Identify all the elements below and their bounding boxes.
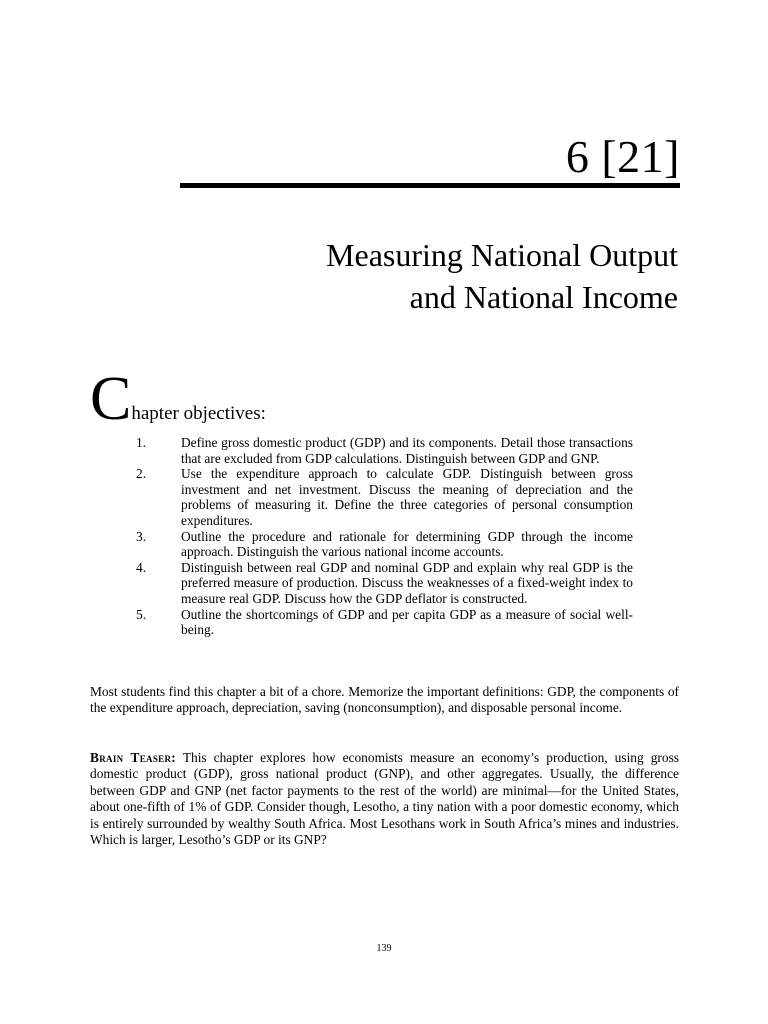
brain-teaser-paragraph [90,750,679,848]
objective-number: 4. [136,559,147,575]
objective-item [90,607,633,638]
chapter-title-line-2: and National Income [409,279,678,315]
brain-teaser-text: This chapter explores how economists measure an economy’s production, using gross domestic product (GDP), gross national product (GNP), and other aggregates. Usually, the difference between GDP and GNP (net factor payments to the rest of the world) are minimal—for the United States, about one-fifth of 1% of GDP. Consider though, Lesotho, a tiny nation with a poor domestic economy, which is entirely surrounded by wealthy South Africa. Most Lesothans work in South Africa’s mines and industries. Which is larger, Lesotho’s GDP or its GNP? [90,750,679,848]
objective-number: 1. [136,435,147,450]
objective-item [90,560,633,607]
intro-paragraph: Most students find this chapter a bit of a chore. Memorize the important definitions: GDP, the components of the expenditure approach, depreciation, saving (nonconsumption), and disposable personal income. [90,684,679,716]
objective-number: 5. [136,606,147,622]
brain-teaser-label: Brain Teaser: [90,750,177,765]
objectives-heading [90,365,266,433]
objective-text: Use the expenditure approach to calculate GDP. Distinguish between gross investment and net investment. Discuss the meaning of depreciation and the problems of measuring it. Define the three categories of personal consumption expenditures. [181,466,633,528]
objective-item [90,435,633,466]
objective-text: Outline the procedure and rationale for determining GDP through the income approach. Distinguish the various national income accounts. [181,528,633,560]
chapter-title-line-1: Measuring National Output [326,237,678,273]
chapter-divider-rule [180,183,680,188]
objectives-list [90,435,633,638]
page-number: 139 [376,943,392,954]
objective-text: Define gross domestic product (GDP) and its components. Detail those transactions that are excluded from GDP calculations. Distinguish between GDP and GNP. [181,435,633,466]
objective-item [90,466,633,528]
objectives-dropcap: C [90,365,132,433]
objectives-heading-text: hapter objectives: [131,403,266,424]
objective-text: Outline the shortcomings of GDP and per capita GDP as a measure of social well-being. [181,606,633,638]
objective-number: 3. [136,528,147,544]
chapter-title [180,234,678,318]
objective-item [90,529,633,560]
objective-text: Distinguish between real GDP and nominal GDP and explain why real GDP is the preferred measure of production. Discuss the weaknesses of a fixed-weight index to measure real GDP. Discuss how the GDP deflator is constructed. [181,559,633,606]
objective-number: 2. [136,466,147,482]
chapter-number: 6 [21] [565,131,680,182]
